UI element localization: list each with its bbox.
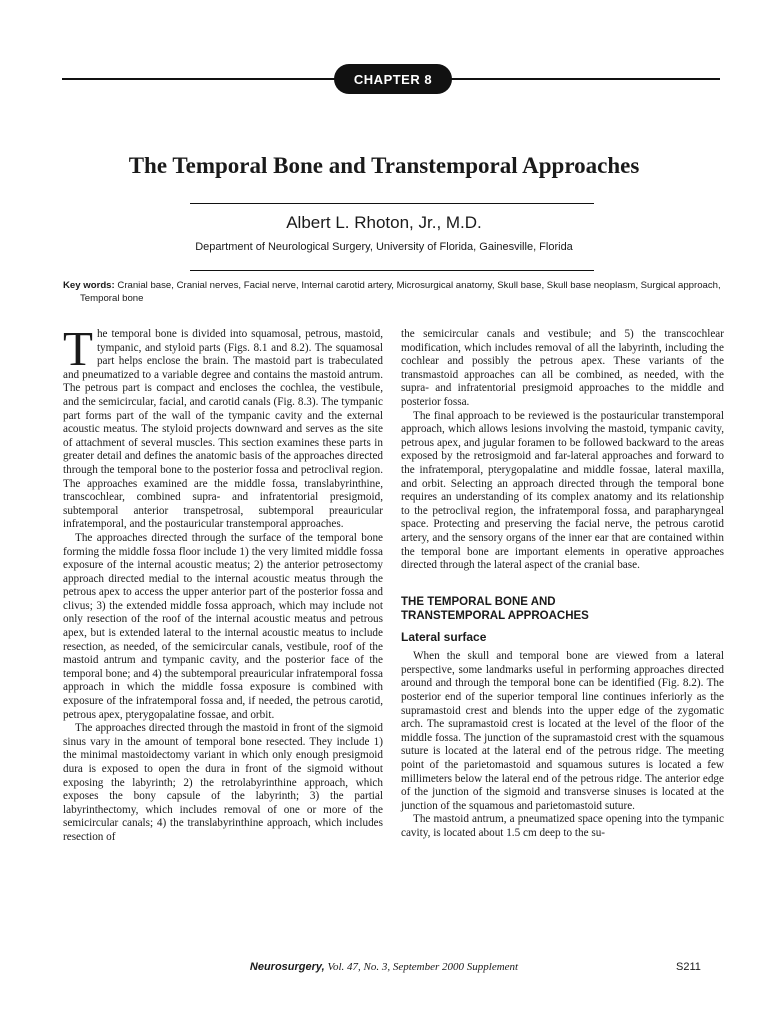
author-affiliation: Department of Neurological Surgery, University of Florida, Gainesville, Florida bbox=[195, 241, 573, 253]
page-number: S211 bbox=[676, 961, 701, 973]
section-heading-line: THE TEMPORAL BONE AND bbox=[401, 595, 556, 608]
title-divider bbox=[190, 203, 594, 204]
keywords bbox=[63, 279, 723, 305]
journal-citation: Vol. 47, No. 3, September 2000 Supplement bbox=[324, 961, 519, 973]
paragraph: The approaches directed through the mastoid in front of the sigmoid sinus vary in the amount of temporal bone resected. They include 1) the minimal mastoidectomy variant in which only enough presigmoid dura is exposed to open the dura in front of the sigmoid without exposing the labyrinth; 2) the retrolabyrinthine approach, which exposes the bony capsule of the labyrinth; 3) the partial labyrinthectomy, which includes removal of one or more of the semicircular canals; 4) the translabyrinthine approach, which includes resection of bbox=[63, 722, 383, 843]
journal-name: Neurosurgery, bbox=[249, 961, 325, 973]
keywords-text: Cranial base, Cranial nerves, Facial nerve, Internal carotid artery, Microsurgical anatomy, Skull base, Skull base neoplasm, Surgical approach, Temporal bone bbox=[80, 280, 721, 304]
section-heading-line: TRANSTEMPORAL APPROACHES bbox=[401, 609, 589, 622]
journal-footer bbox=[0, 961, 768, 973]
left-column bbox=[63, 321, 383, 845]
paragraph: When the skull and temporal bone are viewed from a lateral perspective, some landmarks useful in performing approaches directed around and through the temporal bone can be identified (Fig. 8.2). The posterior end of the superior temporal line continues inferiorly as the supramastoid crest and blends into the upper edge of the zygomatic arch. The supramastoid crest is located at the level of the floor of the middle fossa. The junction of the supramastoid crest with the squamous suture is located at the lateral end of the petrous ridge. The meeting point of the parietomastoid and squamous sutures is located a few millimeters below the lateral end of the petrous ridge. The anterior edge of the junction of the sigmoid and transverse sinuses is located at the junction of the squamous and parietomastoid suture. bbox=[401, 650, 724, 812]
paragraph-text: he temporal bone is divided into squamosal, petrous, mastoid, tympanic, and styloid parts (Figs. 8.1 and 8.2). The squamosal part helps enclose the brain. The mastoid part is trabeculated and pneumatized to a variable degree and contains the mastoid antrum. The petrous part is compact and encloses the cochlea, the vestibule, and the semicircular, facial, and carotid canals (Fig. 8.3). The tympanic part forms part of the wall of the tympanic cavity and the external acoustic meatus. The styloid projects downward and serves as the site of attachment of several muscles. This section examines these parts in greater detail and defines the anatomic basis of the approaches directed through the temporal bone to the posterior fossa and petroclival region. The approaches examined are the middle fossa, translabyrinthine, transcochlear, combined supra- and infratentorial presigmoid, subtemporal anterior transpetrosal, subtemporal preauricular infratemporal, and the postauricular transtemporal approaches. bbox=[63, 328, 383, 531]
article-title: The Temporal Bone and Transtemporal Approaches bbox=[128, 153, 640, 178]
right-column bbox=[401, 328, 724, 841]
chapter-badge: CHAPTER 8 bbox=[334, 64, 452, 94]
drop-cap: T bbox=[63, 321, 93, 376]
paragraph: The mastoid antrum, a pneumatized space opening into the tympanic cavity, is located about 1.5 cm deep to the su- bbox=[401, 813, 724, 839]
paragraph: The final approach to be reviewed is the postauricular transtemporal approach, which allows lesions involving the mastoid, tympanic cavity, petrous apex, and jugular foramen to be followed backward to the areas exposed by the retrosigmoid and far-lateral approaches and forward to the infratemporal, pterygopalatine and middle fossae, lateral maxilla, and orbit. Selecting an approach directed through the temporal bone requires an understanding of its complex anatomy and its relationship to the petroclival region, the infratemporal fossa, and parapharyngeal space. Protecting and preserving the facial nerve, the petrous carotid artery, and the sensory organs of the inner ear that are contained within the temporal bone are important elements in operative approaches directed through the lateral aspect of the cranial base. bbox=[401, 409, 724, 572]
keywords-label: Key words: bbox=[63, 280, 115, 291]
paragraph: The approaches directed through the surface of the temporal bone forming the middle fossa floor include 1) the very limited middle fossa exposure of the internal acoustic meatus; 2) the anterior petrosectomy approach directed medial to the internal acoustic meatus through the petrous apex to access the upper anterior part of the posterior fossa and clivus; 3) the extended middle fossa approach, which may include not only resection of the roof of the internal acoustic meatus and petrous apex, but is extended lateral to the internal acoustic meatus to include resection, as needed, of the semicircular canals, vestibule, roof of the mastoid antrum and tympanic cavity, and the posterior face of the temporal bone; and 4) the subtemporal preauricular infratemporal fossa approach in which the middle fossa exposure is combined with exposure of the infratemporal fossa and, if needed, the petrous carotid, petrous apex, pterygopalatine fossae, and orbit. bbox=[63, 531, 383, 721]
affiliation-divider bbox=[190, 270, 594, 271]
section-heading bbox=[401, 595, 724, 623]
intro-paragraph bbox=[63, 321, 383, 532]
author-name: Albert L. Rhoton, Jr., M.D. bbox=[286, 213, 482, 232]
subsection-heading: Lateral surface bbox=[401, 629, 487, 644]
paragraph: the semicircular canals and vestibule; and 5) the transcochlear modification, which includes removal of all the labyrinth, including the cochlear and possibly the petrous apex. These variants of the transmastoid approaches can all be combined, as needed, with the supra- and infratentorial presigmoid approaches to the middle and posterior fossa. bbox=[401, 328, 724, 408]
